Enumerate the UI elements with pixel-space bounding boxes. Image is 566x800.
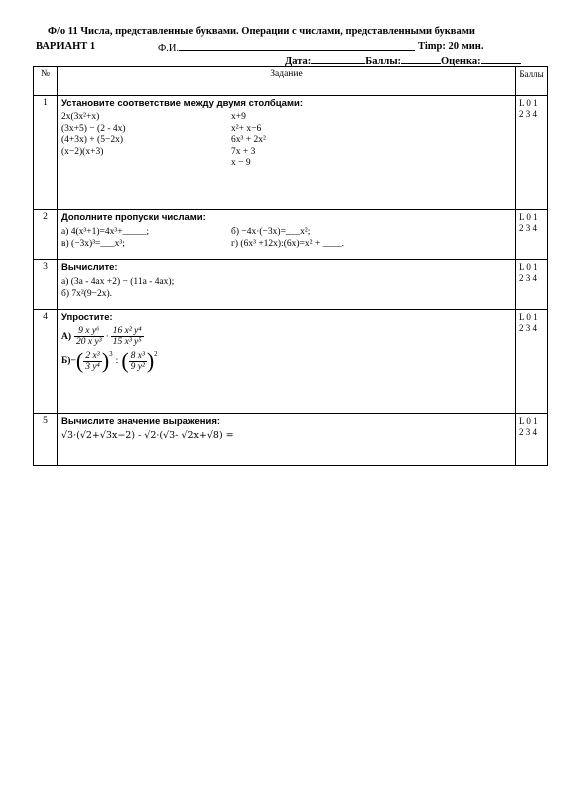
- left-item: [61, 158, 231, 170]
- match-row: [61, 158, 512, 170]
- match-row: [61, 112, 512, 124]
- fraction: [74, 326, 104, 347]
- table-row: [34, 210, 548, 260]
- fill-item: в) (−3x)³=___x³;: [61, 239, 125, 249]
- fill-row: [61, 238, 512, 250]
- left-item: (3x+5) − (2 - 4x): [61, 123, 126, 134]
- denominator: 3 y⁴: [85, 361, 100, 372]
- col-number-header: №: [34, 67, 58, 96]
- table-header-row: [34, 67, 548, 96]
- task-number: 1: [34, 96, 58, 210]
- match-row: [61, 147, 512, 159]
- left-item: 2x(3x²+x): [61, 112, 100, 122]
- fraction: [111, 326, 144, 347]
- fraction: [83, 351, 102, 372]
- grade-label: Оценка:: [441, 56, 481, 67]
- right-item: x²+ x−6: [231, 123, 262, 134]
- paren-right: ): [101, 348, 110, 373]
- task-content: [58, 310, 516, 414]
- name-field: [158, 41, 415, 54]
- left-item: (4+3x) + (5−2x): [61, 135, 123, 145]
- denominator: 9 y²: [130, 361, 145, 372]
- table-row: [34, 96, 548, 210]
- worksheet-title: Ф/о 11 Числа, представленные буквами. Операции с числами, представленными буквами: [48, 26, 475, 37]
- task-content: [58, 210, 516, 260]
- left-item: (x−2)(x+3): [61, 146, 104, 157]
- part-label: А): [61, 331, 72, 342]
- col-points-header: Баллы: [516, 67, 548, 96]
- fraction: [129, 351, 147, 372]
- paren-left: (: [75, 348, 84, 373]
- task-title: Вычислите значение выражения:: [61, 416, 221, 427]
- points-options: L 0 1 2 3 4: [516, 260, 548, 310]
- numerator: 8 x³: [130, 350, 145, 361]
- denominator: 15 x³ y⁵: [112, 337, 142, 347]
- numerator: 2 x³: [83, 351, 102, 362]
- fill-row: [61, 226, 512, 238]
- table-row: [34, 310, 548, 414]
- simplify-b: [61, 350, 512, 372]
- expression: √3·(√2+√3x−2) - √2·(√3- √2x+√8) =: [61, 430, 234, 441]
- table-row: [34, 414, 548, 466]
- task-title: Вычислите:: [61, 262, 118, 273]
- multiply-dot: ·: [105, 331, 109, 342]
- table-row: [34, 260, 548, 310]
- numerator: 16 x² y⁴: [112, 326, 142, 336]
- simplify-a: [61, 326, 512, 347]
- points-options: L 0 1 2 3 4: [516, 210, 548, 260]
- paren-left: (: [121, 348, 129, 373]
- divide-sign: :: [115, 356, 119, 366]
- match-row: [61, 124, 512, 136]
- task-title: Установите соответствие между двумя столбцами:: [61, 98, 303, 109]
- right-item: 6x³ + 2x²: [231, 135, 266, 145]
- denominator: 20 x y³: [76, 337, 102, 347]
- right-item: x − 9: [231, 158, 251, 168]
- fill-item: а) 4(x³+1)=4x³+_____;: [61, 227, 149, 237]
- task-title: Упростите:: [61, 312, 113, 323]
- task-title: Дополните пропуски числами:: [61, 212, 206, 223]
- task-number: 2: [34, 210, 58, 260]
- date-blank: [311, 54, 365, 64]
- time-limit: Timp: 20 мин.: [418, 41, 484, 52]
- points-options: L 0 1 2 3 4: [516, 310, 548, 414]
- score-blank: [401, 54, 441, 64]
- numerator: 9 x y⁶: [74, 326, 104, 337]
- paren-right: ): [146, 348, 155, 373]
- name-blank: [179, 41, 415, 51]
- date-label: Дата:: [285, 56, 312, 67]
- fill-item: б) −4x·(−3x)=___x²;: [231, 227, 311, 237]
- variant-label: ВАРИАНТ 1: [36, 41, 96, 52]
- tasks-table: [33, 66, 548, 466]
- task-number: 4: [34, 310, 58, 414]
- score-label: Баллы:: [365, 56, 402, 67]
- calc-item: а) (3a - 4ax +2) − (11a - 4ax);: [61, 277, 175, 287]
- calc-item: б) 7x²(9−2x).: [61, 289, 113, 299]
- points-options: L 0 1 2 3 4: [516, 414, 548, 466]
- col-task-header: Задание: [58, 67, 516, 96]
- task-number: 3: [34, 260, 58, 310]
- task-content: [58, 260, 516, 310]
- task-content: [58, 96, 516, 210]
- right-item: x+9: [231, 112, 246, 122]
- exponent: 2: [154, 350, 158, 358]
- name-label: Ф.И.: [158, 43, 180, 54]
- grade-blank: [481, 54, 521, 64]
- match-row: [61, 135, 512, 147]
- task-content: [58, 414, 516, 466]
- right-item: 7x + 3: [231, 146, 256, 157]
- exponent: 3: [109, 350, 113, 358]
- points-options: L 0 1 2 3 4: [516, 96, 548, 210]
- task-number: 5: [34, 414, 58, 466]
- part-label: Б)−: [61, 356, 76, 366]
- fill-item: г) (6x³ +12x):(6x)=x² + ____.: [231, 239, 344, 249]
